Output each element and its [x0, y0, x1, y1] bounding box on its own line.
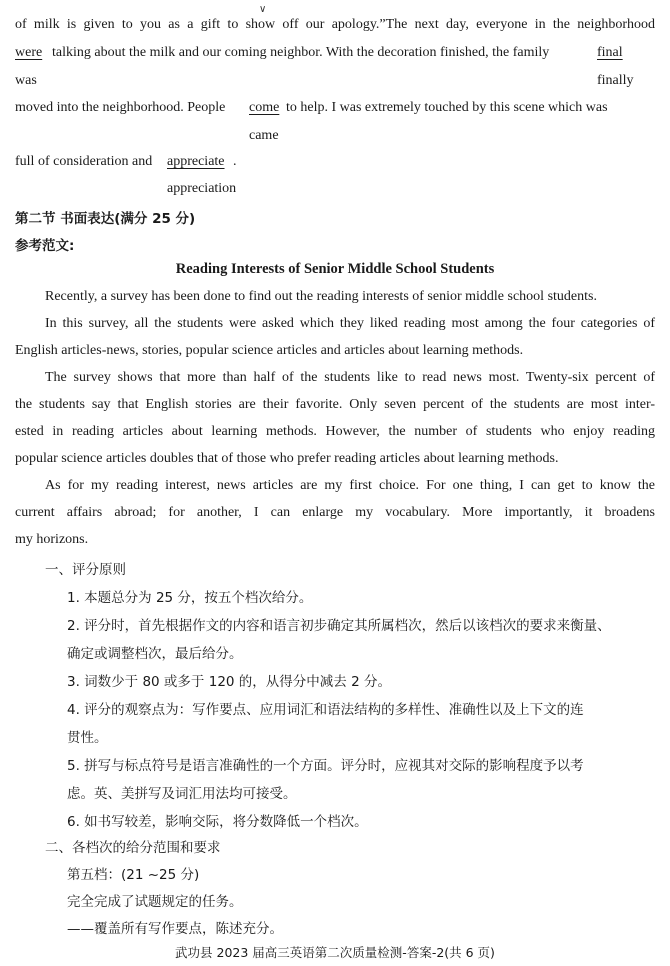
- scoring-heading-levels: 二、各档次的给分范围和要求: [45, 840, 221, 856]
- correction-fix-word: finally: [597, 73, 634, 88]
- essay-line: ested in reading articles about learning methods. However, the number of students who enjoy reading: [15, 424, 655, 439]
- scoring-rule: 1. 本题总分为 25 分，按五个档次给分。: [67, 590, 313, 606]
- essay-line: As for my reading interest, news articles are my first choice. For one thing, I can get to know the: [45, 478, 655, 493]
- essay-line: The survey shows that more than half of the students like to read news most. Twenty-six percent of: [45, 370, 655, 385]
- score-level-description: 完全完成了试题规定的任务。: [67, 894, 243, 910]
- essay-line: current affairs abroad; for another, I can enlarge my vocabulary. More importantly, it broadens: [15, 505, 655, 520]
- essay-line: Recently, a survey has been done to find out the reading interests of senior middle school students.: [45, 289, 597, 304]
- scoring-rule: 确定或调整档次，最后给分。: [67, 646, 243, 662]
- correction-error-word: were: [15, 45, 43, 60]
- sample-essay-label: 参考范文:: [15, 238, 75, 254]
- scoring-heading-principles: 一、评分原则: [45, 562, 126, 578]
- correction-error-word: come: [249, 100, 280, 115]
- essay-line: English articles-news, stories, popular science articles and articles about learning methods.: [15, 343, 524, 358]
- correction-line-2-text: talking about the milk and our coming neighbor. With the decoration finished, the family: [52, 45, 550, 60]
- scoring-rule: 6. 如书写较差，影响交际，将分数降低一个档次。: [67, 814, 368, 830]
- essay-line: my horizons.: [15, 532, 89, 547]
- score-level-title: 第五档：(21 ~25 分): [67, 867, 200, 883]
- scoring-rule: 虑。英、美拼写及词汇用法均可接受。: [67, 786, 297, 802]
- correction-error-word: appreciate: [167, 154, 225, 169]
- correction-error-word: final: [597, 45, 623, 60]
- correction-fix-word: was: [15, 73, 37, 88]
- scoring-rule: 2. 评分时，首先根据作文的内容和语言初步确定其所属档次，然后以该档次的要求来衡量、: [67, 618, 611, 634]
- correction-line-6-pre: full of consideration and: [15, 154, 153, 169]
- scoring-rule: 3. 词数少于 80 或多于 120 的，从得分中减去 2 分。: [67, 674, 391, 690]
- essay-line: the students say that English stories are their favorite. Only seven percent of the students are most inter-: [15, 397, 655, 412]
- correction-line-4-pre: moved into the neighborhood. People: [15, 100, 226, 115]
- scoring-rule: 5. 拼写与标点符号是语言准确性的一个方面。评分时，应视其对交际的影响程度予以考: [67, 758, 584, 774]
- section-heading: 第二节 书面表达(满分 25 分): [15, 211, 196, 227]
- correction-fix-word: came: [249, 128, 279, 143]
- correction-fix-word: appreciation: [167, 181, 237, 196]
- page-footer: 武功县 2023 届高三英语第二次质量检测-答案-2(共 6 页): [175, 945, 495, 960]
- essay-line: popular science articles doubles that of those who prefer reading articles about learning methods.: [15, 451, 559, 466]
- essay-line: In this survey, all the students were asked which they liked reading most among the four categories of: [45, 316, 655, 331]
- correction-line-6-post: .: [233, 154, 237, 169]
- scoring-rule: 4. 评分的观察点为：写作要点、应用词汇和语法结构的多样性、准确性以及上下文的连: [67, 702, 584, 718]
- insertion-caret-mark: ∨: [259, 4, 267, 15]
- scoring-rule: 贯性。: [67, 730, 108, 746]
- correction-line-1: of milk is given to you as a gift to show off our apology.”The next day, everyone in the neighborhood: [15, 17, 655, 32]
- correction-line-4-post: to help. I was extremely touched by this scene which was: [286, 100, 608, 115]
- score-level-description: ——覆盖所有写作要点，陈述充分。: [67, 921, 283, 937]
- essay-title: Reading Interests of Senior Middle School Students: [175, 261, 495, 277]
